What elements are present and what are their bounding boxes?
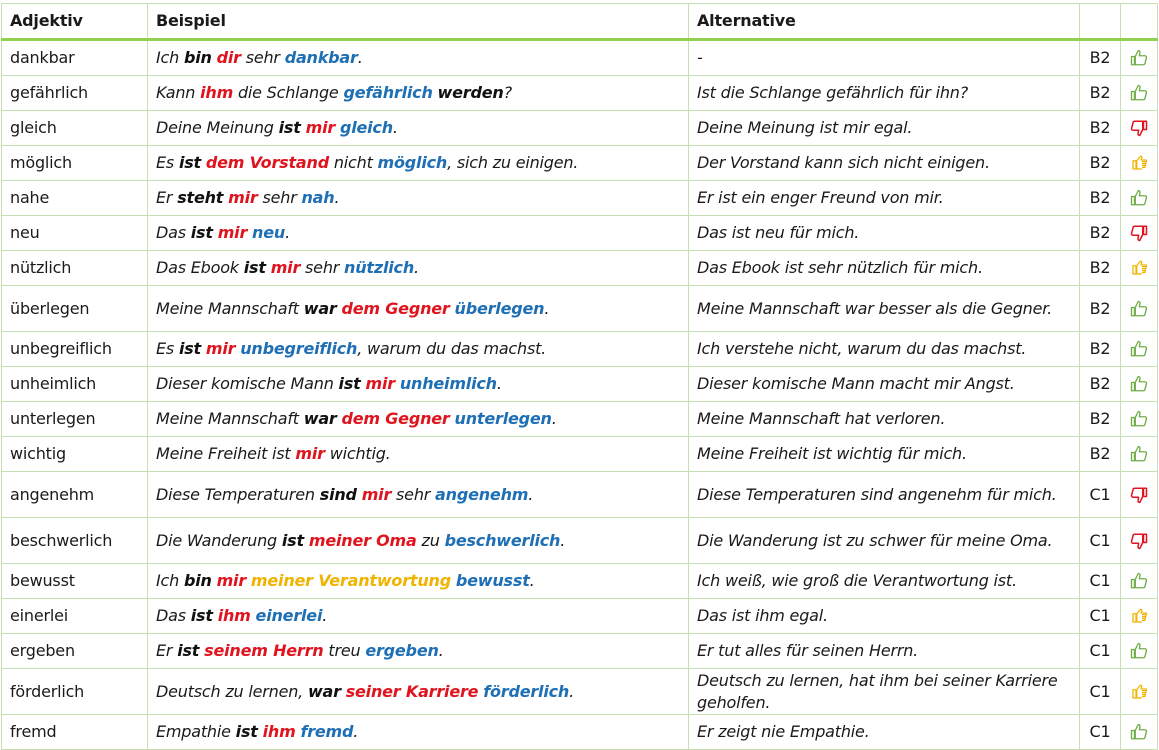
adjective-cell: förderlich [2, 669, 148, 715]
highlighted-word: nah [301, 188, 335, 207]
level-cell: C1 [1080, 634, 1121, 669]
example-text: Er [156, 188, 178, 207]
alternative-cell: Ist die Schlange gefährlich für ihn? [689, 76, 1080, 111]
highlighted-word: ist [190, 223, 213, 242]
example-text: Er [156, 641, 178, 660]
adjective-cell: beschwerlich [2, 518, 148, 564]
highlighted-word: dem Gegner [341, 409, 450, 428]
highlighted-word: ist [281, 530, 304, 550]
example-cell [148, 181, 689, 216]
table-row [2, 599, 1158, 634]
level-cell: B2 [1080, 40, 1121, 76]
example-cell [148, 599, 689, 634]
example-text: Meine Mannschaft [156, 409, 304, 428]
table-row [2, 564, 1158, 599]
level-cell: C1 [1080, 599, 1121, 634]
example-text: . [551, 409, 557, 428]
header-row [2, 4, 1158, 40]
level-cell: B2 [1080, 332, 1121, 367]
example-text: Es [156, 153, 179, 172]
example-text: . [528, 484, 534, 504]
table-row [2, 634, 1158, 669]
example-text: . [496, 374, 502, 393]
table-row [2, 367, 1158, 402]
example-text: Dieser komische Mann [156, 374, 339, 393]
highlighted-word: ihm [217, 606, 251, 625]
alternative-cell: Meine Mannschaft hat verloren. [689, 402, 1080, 437]
example-cell [148, 146, 689, 181]
thumbs-up-icon [1121, 367, 1158, 402]
alternative-cell: Das Ebook ist sehr nützlich für mich. [689, 251, 1080, 286]
example-text: Das [156, 223, 191, 242]
thumbs-up-icon [1121, 181, 1158, 216]
example-text: Das Ebook [156, 258, 244, 277]
level-cell: C1 [1080, 472, 1121, 518]
alternative-cell: Die Wanderung ist zu schwer für meine Oma. [689, 518, 1080, 564]
example-cell [148, 111, 689, 146]
example-text: Deutsch zu lernen, [156, 681, 308, 701]
highlighted-word: ist [178, 339, 201, 358]
level-cell: C1 [1080, 564, 1121, 599]
example-cell [148, 564, 689, 599]
example-text: . [334, 188, 340, 207]
adjective-cell: wichtig [2, 437, 148, 472]
highlighted-word: beschwerlich [444, 530, 561, 550]
highlighted-word: mir [205, 339, 236, 358]
example-text: . [544, 298, 550, 318]
highlighted-word: überlegen [454, 298, 545, 318]
adjective-cell: unterlegen [2, 402, 148, 437]
example-text: nicht [328, 153, 378, 172]
adjective-cell: nahe [2, 181, 148, 216]
example-text: die Schlange [233, 83, 344, 102]
example-cell [148, 634, 689, 669]
level-cell: B2 [1080, 76, 1121, 111]
header-beispiel: Beispiel [148, 4, 689, 40]
highlighted-word: nützlich [344, 258, 415, 277]
highlighted-word: ist [177, 641, 200, 660]
example-text: , warum du das machst. [357, 339, 547, 358]
example-text: , sich zu einigen. [447, 153, 579, 172]
example-cell [148, 715, 689, 750]
highlighted-word: unbegreiflich [240, 339, 358, 358]
example-text: ? [503, 83, 512, 102]
adjective-cell: dankbar [2, 40, 148, 76]
example-text: Empathie [156, 722, 236, 741]
example-text: Es [156, 339, 179, 358]
thumbs-up-icon [1121, 715, 1158, 750]
example-text: . [560, 530, 566, 550]
example-text: Kann [156, 83, 201, 102]
alternative-cell: Deutsch zu lernen, hat ihm bei seiner Karriere geholfen. [689, 669, 1080, 715]
highlighted-word: seiner Karriere [345, 681, 479, 701]
adjective-cell: möglich [2, 146, 148, 181]
highlighted-word: neu [252, 223, 286, 242]
level-cell: B2 [1080, 251, 1121, 286]
table-row [2, 76, 1158, 111]
example-text: . [322, 606, 328, 625]
example-text: Diese Temperaturen [156, 484, 320, 504]
highlighted-word: bin [183, 48, 212, 67]
adjective-cell: bewusst [2, 564, 148, 599]
table-row [2, 437, 1158, 472]
example-text: Die Wanderung [156, 530, 282, 550]
highlighted-word: mir [216, 571, 247, 590]
adjective-cell: unbegreiflich [2, 332, 148, 367]
example-cell [148, 669, 689, 715]
level-cell: C1 [1080, 669, 1121, 715]
alternative-cell: Ich verstehe nicht, warum du das machst. [689, 332, 1080, 367]
thumbs-up-icon [1121, 634, 1158, 669]
level-cell: B2 [1080, 146, 1121, 181]
table-row [2, 669, 1158, 715]
highlighted-word: mir [361, 484, 392, 504]
highlighted-word: möglich [377, 153, 448, 172]
table-row [2, 286, 1158, 332]
highlighted-word: werden [437, 83, 504, 102]
adjective-cell: einerlei [2, 599, 148, 634]
highlighted-word: meiner Verantwortung [250, 571, 451, 590]
hand-point-icon [1121, 599, 1158, 634]
header-adjektiv: Adjektiv [2, 4, 148, 40]
highlighted-word: unheimlich [399, 374, 497, 393]
alternative-cell: Er tut alles für seinen Herrn. [689, 634, 1080, 669]
highlighted-word: mir [365, 374, 395, 393]
table-row [2, 472, 1158, 518]
alternative-cell: Ich weiß, wie groß die Verantwortung ist. [689, 564, 1080, 599]
highlighted-word: ergeben [365, 641, 439, 660]
table-row [2, 216, 1158, 251]
highlighted-word: bewusst [455, 571, 530, 590]
highlighted-word: bin [183, 571, 212, 590]
example-cell [148, 332, 689, 367]
table-row [2, 332, 1158, 367]
example-text: sehr [240, 48, 285, 67]
thumbs-up-icon [1121, 332, 1158, 367]
highlighted-word: gleich [339, 118, 393, 137]
adjective-cell: neu [2, 216, 148, 251]
highlighted-word: förderlich [483, 681, 570, 701]
highlighted-word: ist [243, 258, 266, 277]
table-row [2, 181, 1158, 216]
highlighted-word: fremd [300, 722, 354, 741]
highlighted-word: unterlegen [454, 409, 552, 428]
example-text: Ich [156, 571, 184, 590]
example-text: sehr [300, 258, 345, 277]
table-row [2, 251, 1158, 286]
highlighted-word: dir [216, 48, 241, 67]
example-text: treu [323, 641, 366, 660]
table-row [2, 518, 1158, 564]
example-cell [148, 40, 689, 76]
thumbs-down-icon [1121, 111, 1158, 146]
adjective-cell: unheimlich [2, 367, 148, 402]
level-cell: B2 [1080, 111, 1121, 146]
highlighted-word: mir [217, 223, 248, 242]
highlighted-word: mir [295, 444, 325, 463]
example-cell [148, 437, 689, 472]
example-text: Das [156, 606, 191, 625]
table-row [2, 40, 1158, 76]
thumbs-up-icon [1121, 402, 1158, 437]
example-cell [148, 286, 689, 332]
hand-point-icon [1121, 146, 1158, 181]
example-cell [148, 518, 689, 564]
example-text: . [392, 118, 398, 137]
highlighted-word: ist [178, 153, 201, 172]
adjective-cell: überlegen [2, 286, 148, 332]
table-row [2, 715, 1158, 750]
highlighted-word: ist [235, 722, 258, 741]
example-text: Meine Mannschaft [156, 298, 304, 318]
level-cell: B2 [1080, 437, 1121, 472]
alternative-cell: Das ist neu für mich. [689, 216, 1080, 251]
highlighted-word: mir [305, 118, 336, 137]
highlighted-word: mir [228, 188, 258, 207]
example-cell [148, 216, 689, 251]
thumbs-up-icon [1121, 564, 1158, 599]
hand-point-icon [1121, 669, 1158, 715]
adjective-table [1, 3, 1158, 750]
adjective-cell: angenehm [2, 472, 148, 518]
example-text: Meine Freiheit ist [156, 444, 296, 463]
example-cell [148, 251, 689, 286]
example-text: . [414, 258, 419, 277]
level-cell: B2 [1080, 367, 1121, 402]
example-text: . [285, 223, 290, 242]
example-text: . [438, 641, 444, 660]
example-text: . [529, 571, 535, 590]
highlighted-word: sind [319, 484, 357, 504]
hand-point-icon [1121, 251, 1158, 286]
highlighted-word: ihm [200, 83, 234, 102]
highlighted-word: ist [190, 606, 213, 625]
highlighted-word: mir [270, 258, 301, 277]
highlighted-word: steht [177, 188, 224, 207]
example-text: Ich [156, 48, 184, 67]
highlighted-word: dankbar [284, 48, 358, 67]
alternative-cell: Der Vorstand kann sich nicht einigen. [689, 146, 1080, 181]
level-cell: B2 [1080, 216, 1121, 251]
alternative-cell: Er zeigt nie Empathie. [689, 715, 1080, 750]
header-alternative: Alternative [689, 4, 1080, 40]
example-cell [148, 472, 689, 518]
level-cell: B2 [1080, 286, 1121, 332]
level-cell: B2 [1080, 181, 1121, 216]
example-text: sehr [257, 188, 302, 207]
level-cell: C1 [1080, 715, 1121, 750]
alternative-cell: Meine Mannschaft war besser als die Gegner. [689, 286, 1080, 332]
example-cell [148, 367, 689, 402]
example-text: Deine Meinung [156, 118, 279, 137]
example-cell [148, 76, 689, 111]
adjective-cell: nützlich [2, 251, 148, 286]
example-text: wichtig. [324, 444, 391, 463]
adjective-cell: ergeben [2, 634, 148, 669]
alternative-cell: Dieser komische Mann macht mir Angst. [689, 367, 1080, 402]
highlighted-word: seinem Herrn [204, 641, 324, 660]
example-text: zu [416, 530, 445, 550]
alternative-cell: Meine Freiheit ist wichtig für mich. [689, 437, 1080, 472]
highlighted-word: gefährlich [343, 83, 433, 102]
header-level [1080, 4, 1121, 40]
highlighted-word: war [303, 298, 337, 318]
alternative-cell: Diese Temperaturen sind angenehm für mich. [689, 472, 1080, 518]
highlighted-word: war [303, 409, 337, 428]
highlighted-word: war [307, 681, 341, 701]
highlighted-word: ist [278, 118, 301, 137]
alternative-cell: Deine Meinung ist mir egal. [689, 111, 1080, 146]
example-cell [148, 402, 689, 437]
example-text: . [569, 681, 574, 701]
adjective-cell: gefährlich [2, 76, 148, 111]
alternative-cell: Er ist ein enger Freund von mir. [689, 181, 1080, 216]
adjective-cell: gleich [2, 111, 148, 146]
alternative-cell: - [689, 40, 1080, 76]
highlighted-word: dem Vorstand [205, 153, 329, 172]
thumbs-up-icon [1121, 76, 1158, 111]
thumbs-up-icon [1121, 40, 1158, 76]
level-cell: C1 [1080, 518, 1121, 564]
highlighted-word: angenehm [435, 484, 529, 504]
table-row [2, 111, 1158, 146]
alternative-cell: Das ist ihm egal. [689, 599, 1080, 634]
table-row [2, 146, 1158, 181]
thumbs-up-icon [1121, 286, 1158, 332]
highlighted-word: einerlei [255, 606, 323, 625]
highlighted-word: ist [338, 374, 361, 393]
thumbs-down-icon [1121, 518, 1158, 564]
highlighted-word: dem Gegner [341, 298, 450, 318]
adjective-cell: fremd [2, 715, 148, 750]
thumbs-down-icon [1121, 472, 1158, 518]
highlighted-word: meiner Oma [308, 530, 417, 550]
highlighted-word: ihm [262, 722, 296, 741]
header-rating [1121, 4, 1158, 40]
example-text: . [353, 722, 359, 741]
level-cell: B2 [1080, 402, 1121, 437]
thumbs-down-icon [1121, 216, 1158, 251]
thumbs-up-icon [1121, 437, 1158, 472]
example-text: . [357, 48, 363, 67]
table-row [2, 402, 1158, 437]
example-text: sehr [391, 484, 436, 504]
table-body [2, 40, 1158, 750]
